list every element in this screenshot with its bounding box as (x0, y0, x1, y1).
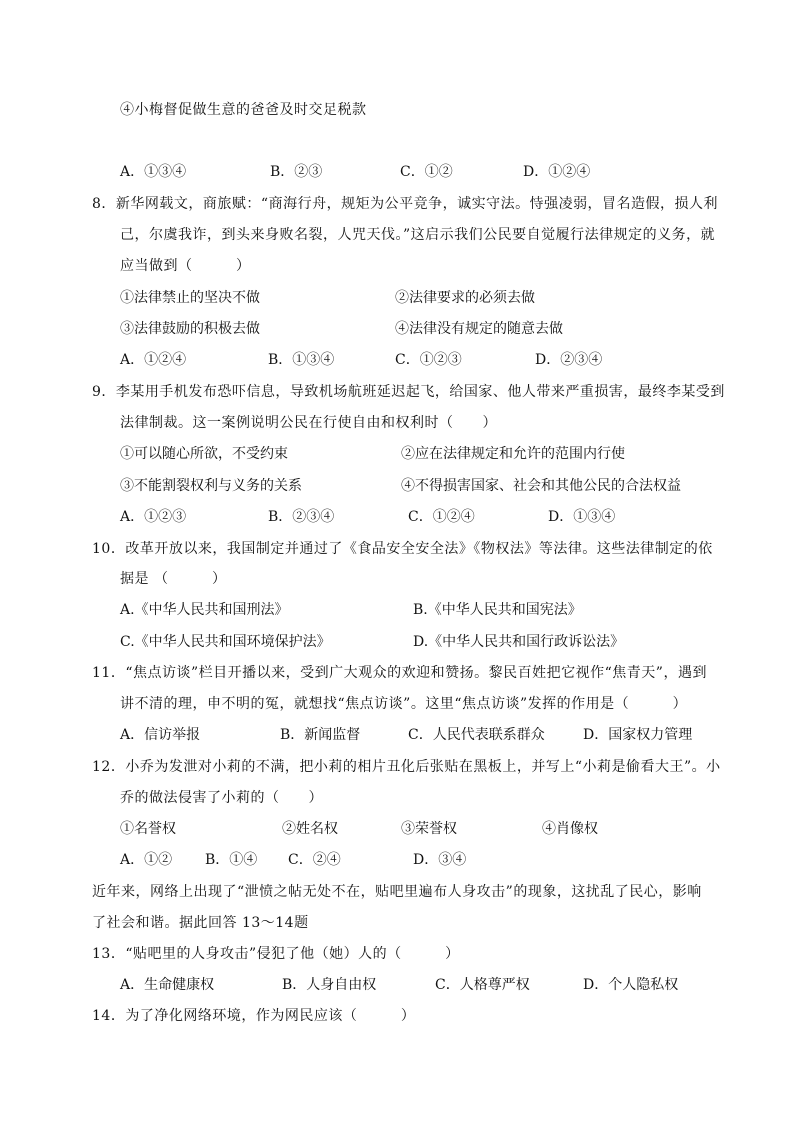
q12-item-2: ②姓名权 (282, 821, 338, 837)
q9-item-4: ④不得损害国家、社会和其他公民的合法权益 (401, 478, 681, 494)
q11-option-a: A．信访举报 (120, 727, 201, 743)
q7-option-d: D．①②④ (523, 164, 591, 180)
q9-option-b: B．②③④ (268, 509, 335, 525)
q12-item-1: ①名誉权 (120, 821, 176, 837)
q10-stem-line-2: 据是 （ ） (120, 571, 227, 587)
q9-option-a: A．①②③ (120, 509, 187, 525)
q13-option-a: A．生命健康权 (120, 977, 215, 993)
q12-item-3: ③荣誉权 (401, 821, 457, 837)
q12-stem-line-2: 乔的做法侵害了小莉的（ ） (120, 790, 323, 806)
q8-item-3: ③法律鼓励的积极去做 (120, 321, 260, 337)
q13-option-b: B．人身自由权 (282, 977, 377, 993)
q7-option-a: A．①③④ (120, 164, 187, 180)
q10-option-b: B.《中华人民共和国宪法》 (413, 602, 582, 618)
q12-item-4: ④肖像权 (542, 821, 598, 837)
intro-line-1: 近年来，网络上出现了“泄愤之帖无处不在，贴吧里遍布人身攻击”的现象，这扰乱了民心，影响 (92, 884, 702, 900)
q8-option-c: C．①②③ (395, 352, 462, 368)
q8-stem-line-1: 8．新华网载文，商旅赋：“商海行舟，规矩为公平竞争，诚实守法。恃强凌弱，冒名造假，损人利 (92, 196, 719, 212)
q9-item-3: ③不能割裂权利与义务的关系 (120, 478, 302, 494)
q7-item-4: ④小梅督促做生意的爸爸及时交足税款 (120, 102, 367, 118)
q11-option-d: D．国家权力管理 (583, 727, 693, 743)
q12-option-d: D．③④ (413, 852, 467, 868)
q10-option-d: D.《中华人民共和国行政诉讼法》 (413, 634, 625, 650)
q9-stem-line-1: 9．李某用手机发布恐吓信息，导致机场航班延迟起飞，给国家、他人带来严重损害，最终李某受到 (92, 384, 725, 400)
q11-option-b: B．新闻监督 (280, 727, 361, 743)
q8-stem-line-2: 己，尔虞我诈，到头来身败名裂，人咒天伐。”这启示我们公民要自觉履行法律规定的义务，就 (120, 227, 716, 243)
intro-line-2: 了社会和谐。据此回答 13～14题 (92, 915, 309, 931)
q8-item-1: ①法律禁止的坚决不做 (120, 290, 260, 306)
q13-stem-line-1: 13．“贴吧里的人身攻击”侵犯了他（她）人的（ ） (92, 946, 460, 962)
q10-stem-line-1: 10．改革开放以来，我国制定并通过了《食品安全安全法》《物权法》等法律。这些法律制定的依 (92, 541, 713, 557)
q8-option-b: B．①③④ (268, 352, 335, 368)
q12-option-a: A．①② (120, 852, 173, 868)
q10-option-c: C.《中华人民共和国环境保护法》 (120, 634, 331, 650)
q8-stem-line-3: 应当做到（ ） (120, 258, 251, 274)
q8-item-2: ②法律要求的必须去做 (395, 290, 535, 306)
q11-stem-line-1: 11．“焦点访谈”栏目开播以来，受到广大观众的欢迎和赞扬。黎民百姓把它视作“焦青天”，遇到 (92, 665, 707, 681)
q8-item-4: ④法律没有规定的随意去做 (395, 321, 563, 337)
q9-option-d: D．①③④ (548, 509, 616, 525)
q8-option-a: A．①②④ (120, 352, 187, 368)
q13-option-c: C．人格尊严权 (435, 977, 530, 993)
q12-option-c: C．②④ (288, 852, 341, 868)
q7-option-b: B．②③ (270, 164, 323, 180)
q12-option-b: B．①④ (205, 852, 258, 868)
q12-stem-line-1: 12．小乔为发泄对小莉的不满，把小莉的相片丑化后张贴在黑板上，并写上“小莉是偷看大王”。小 (92, 759, 721, 775)
q7-option-c: C．①② (400, 164, 453, 180)
q9-option-c: C．①②④ (408, 509, 475, 525)
q9-item-1: ①可以随心所欲，不受约束 (120, 446, 288, 462)
q9-item-2: ②应在法律规定和允许的范围内行使 (401, 446, 625, 462)
q11-stem-line-2: 讲不清的理，申不明的冤，就想找“焦点访谈”。这里“焦点访谈”发挥的作用是（ ） (120, 696, 688, 712)
q10-option-a: A.《中华人民共和国刑法》 (120, 602, 289, 618)
q11-option-c: C．人民代表联系群众 (408, 727, 545, 743)
q14-stem-line-1: 14．为了净化网络环境，作为网民应该（ ） (92, 1008, 416, 1024)
q9-stem-line-2: 法律制裁。这一案例说明公民在行使自由和权利时（ ） (120, 415, 497, 431)
q8-option-d: D．②③④ (535, 352, 603, 368)
q13-option-d: D．个人隐私权 (583, 977, 679, 993)
